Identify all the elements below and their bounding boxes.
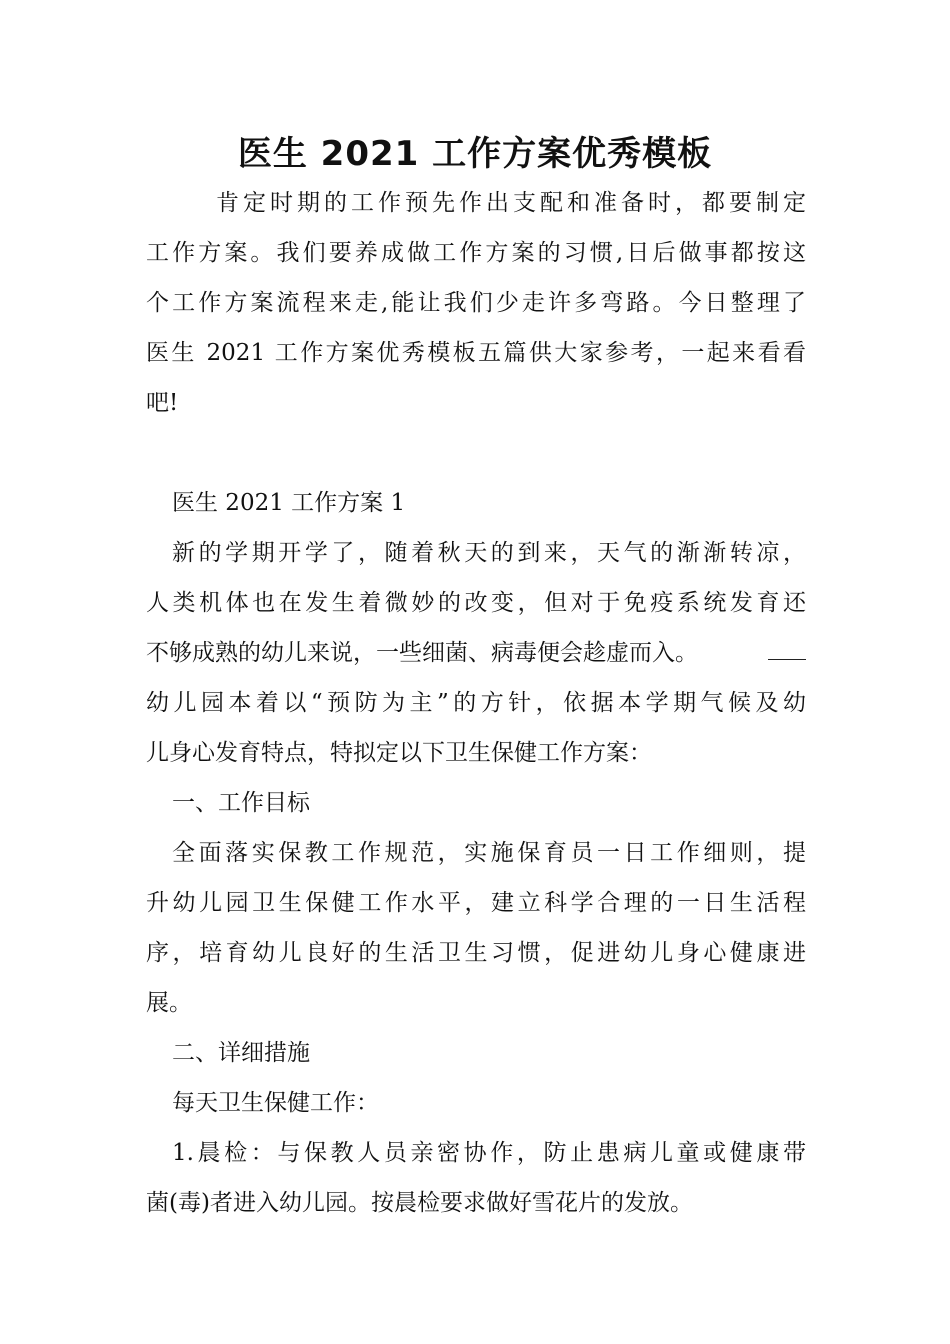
intro-line-2: 工作方案。我们要养成做工作方案的习惯,日后做事都按这 [146, 240, 806, 266]
goals-line-1: 全面落实保教工作规范，实施保育员一日工作细则，提 [172, 840, 806, 866]
measures-heading: 二、详细措施 [172, 1040, 310, 1066]
para1-line-2: 人类机体也在发生着微妙的改变，但对于免疫系统发育还 [146, 590, 806, 616]
goals-line-4: 展。 [146, 990, 192, 1016]
intro-line-5: 吧! [146, 390, 179, 416]
para1-line-4: 幼儿园本着以“预防为主”的方针，依据本学期气候及幼 [146, 690, 806, 716]
para1-line-3-wrap [146, 628, 806, 678]
item1-line-2: 菌(毒)者进入幼儿园。按晨检要求做好雪花片的发放。 [146, 1190, 693, 1216]
intro-line-4: 医生 2021 工作方案优秀模板五篇供大家参考，一起来看看 [146, 340, 806, 366]
para1-line-1: 新的学期开学了，随着秋天的到来，天气的渐渐转凉， [172, 540, 806, 566]
para1-line-3: 不够成熟的幼儿来说，一些细菌、病毒便会趁虚而入。 [146, 640, 698, 666]
document-title: 医生 2021 工作方案优秀模板 [237, 134, 713, 174]
item1-line-1: 1.晨检：与保教人员亲密协作，防止患病儿童或健康带 [172, 1140, 806, 1166]
daily-work-heading: 每天卫生保健工作： [172, 1090, 379, 1116]
goals-line-2: 升幼儿园卫生保健工作水平，建立科学合理的一日生活程 [146, 890, 806, 916]
intro-line-1: 肯定时期的工作预先作出支配和准备时，都要制定 [216, 190, 806, 216]
intro-line-3: 个工作方案流程来走,能让我们少走许多弯路。今日整理了 [146, 290, 806, 316]
para1-line-5: 儿身心发育特点，特拟定以下卫生保健工作方案： [146, 740, 652, 766]
goals-line-3: 序，培育幼儿良好的生活卫生习惯，促进幼儿身心健康进 [146, 940, 806, 966]
blank-underline [768, 637, 806, 660]
goals-heading: 一、工作目标 [172, 790, 310, 816]
section-heading: 医生 2021 工作方案 1 [172, 490, 406, 516]
